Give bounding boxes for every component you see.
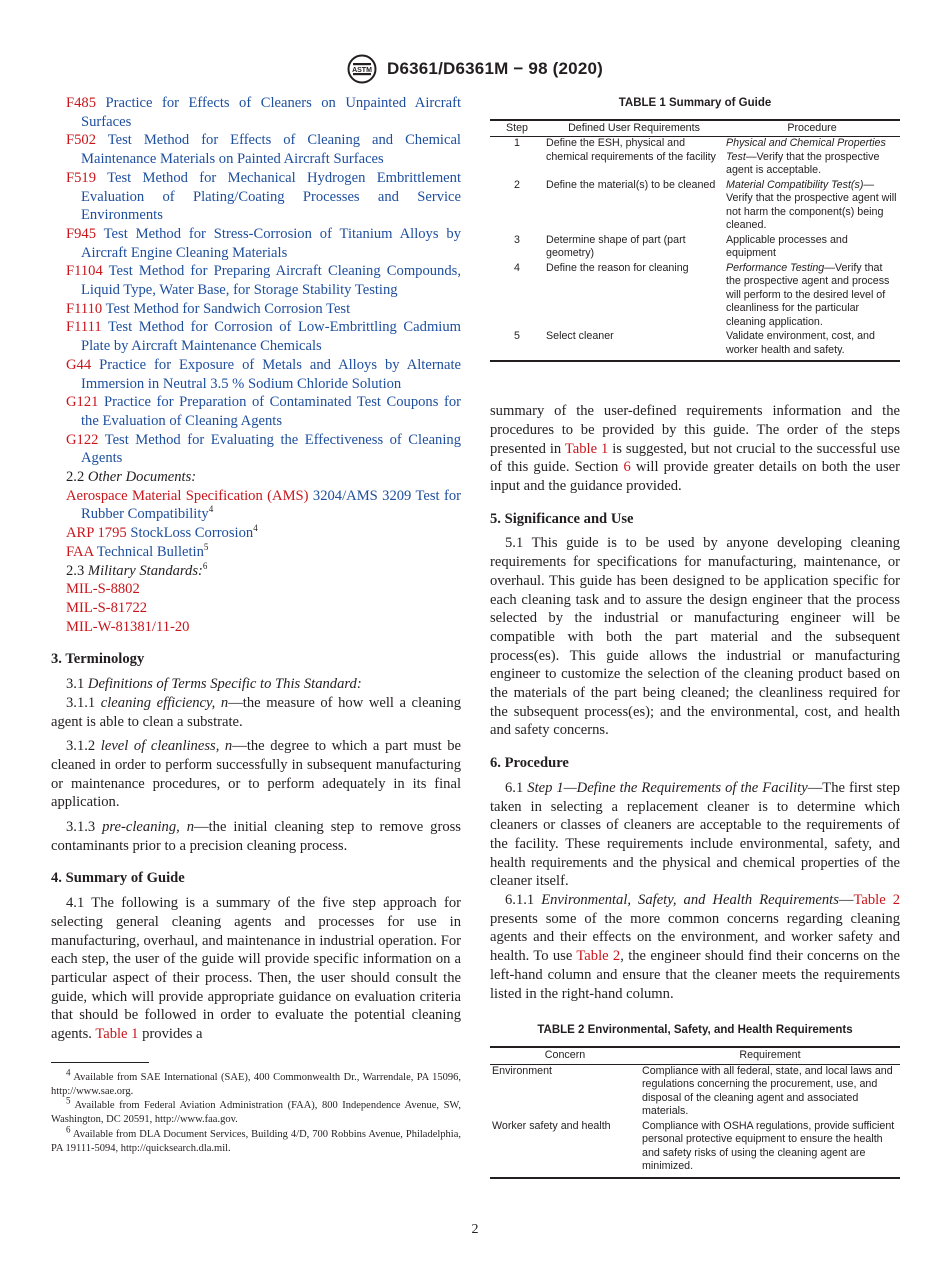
table-2-link-2[interactable]: Table 2 xyxy=(576,948,621,965)
page-header xyxy=(0,54,950,84)
reference-code[interactable]: F1111 xyxy=(66,319,102,336)
reference-title[interactable]: Practice for Preparation of Contaminated Test Coupons for the Evaluation of Cleaning Agents xyxy=(81,394,461,429)
footnote-marker: 5 xyxy=(203,542,209,553)
table-1-title: TABLE 1 Summary of Guide xyxy=(618,97,772,109)
reference-title[interactable]: Practice for Effects of Cleaners on Unpainted Aircraft Surfaces xyxy=(81,95,461,130)
reference-code[interactable]: G122 xyxy=(66,431,99,448)
procedure-text: —Verify that the prospective agent is acceptable. xyxy=(726,150,880,177)
reference-item xyxy=(66,393,461,430)
table-cell-requirement: Define the ESH, physical and chemical requirements of the facility xyxy=(546,137,716,163)
section-6-link[interactable]: 6 xyxy=(623,459,631,476)
footnote xyxy=(51,1124,461,1156)
other-document-item xyxy=(66,542,461,562)
para-4-1: 4.1 The following is a summary of the five step approach for selecting general cleaning agents and processes for use in manufacturing, overhaul, and maintenance in industrial operation. For each step, the user of the guide will provide specific information on a particular aspect of their process. Then, the user should consult the guide, which will provide appropriate guidance on evaluation criteria that should be followed in order to evaluate the potential cleaning agents. Table 1 provides a xyxy=(51,895,461,1043)
table-cell-step: 5 xyxy=(490,330,544,361)
astm-logo-icon xyxy=(347,54,377,84)
reference-item xyxy=(66,225,461,262)
footnote-rule xyxy=(51,1062,149,1063)
reference-title[interactable]: Test Method for Preparing Aircraft Cleaning Compounds, Liquid Type, Water Base, for Storage Stability Testing xyxy=(81,263,461,299)
table-1-header-step: Step xyxy=(490,120,544,137)
svg-text:ASTM: ASTM xyxy=(352,67,372,74)
reference-code[interactable]: F1110 xyxy=(66,300,103,317)
procedure-name: Performance Testing xyxy=(726,261,825,274)
table-1-header-procedure: Procedure xyxy=(724,120,900,137)
page-number: 2 xyxy=(471,1222,479,1237)
military-standard-item[interactable]: MIL-S-81722 xyxy=(66,599,148,616)
para-5-1: 5.1 This guide is to be used by anyone developing cleaning requirements for specifications for manufacturing, maintenance, or overhaul. This guide has been designed to be application specific for each cleaning task and to assure the design engineer that the process selected by the industrial or manufacturing engineer will be compatible with both the part material and the subsequent process(es). This guide allows the industrial or manufacturing engineer to customize the selection of the cleaning product based on the materials of the part being cleaned; the cleanliness required for the subsequent process(es); and the environmental, cost, and health and safety concerns. xyxy=(490,535,900,739)
table-row xyxy=(490,330,900,361)
table-cell-step: 3 xyxy=(514,233,520,246)
table-cell-concern: Environment xyxy=(492,1064,552,1077)
table-row xyxy=(490,1064,900,1120)
reference-item xyxy=(66,356,461,393)
table-row xyxy=(490,1120,900,1178)
reference-title[interactable]: Test Method for Sandwich Corrosion Test xyxy=(105,300,351,317)
footnote-number: 4 xyxy=(66,1067,71,1078)
section-4-heading: 4. Summary of Guide xyxy=(51,870,185,887)
reference-code[interactable]: F519 xyxy=(66,169,97,186)
procedure-text: —Verify that the prospective agent will not harm the component(s) being cleaned. xyxy=(726,178,897,232)
footnote xyxy=(51,1067,461,1099)
section-4-continued: summary of the user-defined requirements information and the procedures to be provided by this guide. The order of the steps presented in Table 1 is suggested, but not crucial to the successful use of this guide. Section 6 will provide greater details on both the user input and the guidance provided. xyxy=(490,403,901,495)
footnote-text: Available from Federal Aviation Administration (FAA), 800 Independence Avenue, SW, Washington, DC 20591, http://www.faa.gov. xyxy=(51,1100,462,1126)
reference-code[interactable]: F945 xyxy=(66,225,97,242)
reference-title[interactable]: Test Method for Mechanical Hydrogen Embrittlement Evaluation of Plating/Coating Processes and Service Environments xyxy=(81,169,461,224)
other-document-code[interactable]: FAA xyxy=(66,543,94,560)
reference-code[interactable]: F485 xyxy=(66,95,97,111)
table-2-title: TABLE 2 Environmental, Safety, and Health Requirements xyxy=(537,1024,853,1037)
footnote-marker: 4 xyxy=(253,523,258,534)
table-2-header-concern: Concern xyxy=(490,1047,640,1064)
right-column xyxy=(490,94,900,1179)
procedure-text: —Verify that the prospective agent and process will perform to the desired level of cleanliness for the particular cleaning application. xyxy=(726,261,890,328)
procedure-text: Validate environment, cost, and worker health and safety. xyxy=(726,330,875,356)
table-row xyxy=(490,137,900,179)
table-cell-procedure xyxy=(724,234,900,262)
table-2-header-requirement: Requirement xyxy=(640,1047,900,1064)
reference-title[interactable]: Practice for Exposure of Metals and Alloys by Alternate Immersion in Neutral 3.5 % Sodium Chloride Solution xyxy=(81,356,461,392)
other-document-item xyxy=(66,487,461,524)
para-3-1-3: 3.1.3 pre-cleaning, n—the initial cleaning step to remove gross contaminants prior to a precision cleaning process. xyxy=(51,819,461,854)
other-document-item xyxy=(66,523,461,543)
table-cell-requirement: Select cleaner xyxy=(544,330,724,361)
table-cell-step: 4 xyxy=(514,261,520,274)
procedure-name: Physical and Chemical Properties Test xyxy=(726,137,886,163)
reference-item xyxy=(66,169,461,225)
footnote xyxy=(51,1095,462,1127)
reference-code[interactable]: F1104 xyxy=(66,263,103,280)
other-document-title[interactable]: StockLoss Corrosion xyxy=(130,525,254,542)
reference-item xyxy=(66,262,461,299)
footnote-text: Available from SAE International (SAE), 400 Commonwealth Dr., Warrendale, PA 15096, http://www.sae.org. xyxy=(51,1071,461,1097)
table-cell-requirement: Determine shape of part (part geometry) xyxy=(546,233,686,260)
table-1-header-requirements: Defined User Requirements xyxy=(544,120,724,137)
table-cell-step: 2 xyxy=(514,178,520,191)
reference-title[interactable]: Test Method for Evaluating the Effectiveness of Cleaning Agents xyxy=(81,431,461,467)
table-1-link-2[interactable]: Table 1 xyxy=(564,440,609,457)
other-document-code[interactable]: Aerospace Material Specification (AMS) xyxy=(66,487,309,504)
table-cell-step: 1 xyxy=(514,137,520,150)
left-column xyxy=(51,94,461,1156)
reference-code[interactable]: G44 xyxy=(66,356,92,373)
table-1-link[interactable]: Table 1 xyxy=(95,1026,139,1043)
reference-list xyxy=(51,94,461,468)
reference-item xyxy=(66,318,461,355)
table-cell-procedure xyxy=(724,179,900,234)
section-6-heading: 6. Procedure xyxy=(490,755,569,772)
reference-item xyxy=(66,94,461,131)
reference-item xyxy=(66,300,461,319)
table-1 xyxy=(490,119,900,363)
reference-title[interactable]: Test Method for Stress-Corrosion of Titanium Alloys by Aircraft Engine Cleaning Materials xyxy=(81,225,461,261)
other-document-title[interactable]: 3204/AMS 3209 Test for Rubber Compatibility xyxy=(81,487,461,523)
table-cell-procedure xyxy=(724,262,900,331)
reference-item xyxy=(66,431,461,468)
section-5-heading: 5. Significance and Use xyxy=(490,510,634,527)
table-cell-concern: Worker safety and health xyxy=(490,1120,640,1178)
table-cell-procedure xyxy=(724,330,900,361)
table-cell-procedure xyxy=(724,137,900,179)
military-standard-item[interactable]: MIL-S-8802 xyxy=(66,581,140,598)
procedure-name: Material Compatibility Test(s) xyxy=(726,178,864,191)
para-6-1: 6.1 Step 1—Define the Requirements of the Facility—The first step taken in selecting a replacement cleaner is to determine which cleaners or classes of cleaners are acceptable to the requirements of the facility. These requirements include environmental, safety, and health requirements and the physical and chemical properties of the cleaner itself. xyxy=(490,779,900,890)
table-row xyxy=(490,234,900,262)
footnote-number: 5 xyxy=(66,1095,71,1106)
procedure-text: Applicable processes and equipment xyxy=(726,233,848,260)
military-standards-list xyxy=(51,580,461,636)
table-2-link[interactable]: Table 2 xyxy=(853,892,900,909)
table-cell-requirement: Compliance with OSHA regulations, provide sufficient personal protective equipment to ensure the health and safety risks of using the cleaning agent are minimized. xyxy=(640,1120,900,1178)
footnote-text: Available from DLA Document Services, Building 4/D, 700 Robbins Avenue, Philadelphia, PA 19111-5094, http://quicksearch.dla.mil. xyxy=(51,1128,461,1154)
para-3-1-2: 3.1.2 level of cleanliness, n—the degree to which a part must be cleaned in order to perform successfully in subsequent manufacturing or maintenance procedures, or to perform adequately in its final application. xyxy=(51,738,461,811)
table-cell-requirement: Define the reason for cleaning xyxy=(546,261,689,274)
reference-code[interactable]: F502 xyxy=(66,132,97,149)
table-row xyxy=(490,179,900,234)
footnote-marker: 4 xyxy=(208,504,214,515)
other-document-code[interactable]: ARP 1795 xyxy=(66,525,127,542)
table-cell-requirement: Define the material(s) to be cleaned xyxy=(546,178,716,191)
reference-title[interactable]: Test Method for Effects of Cleaning and Chemical Maintenance Materials on Painted Aircraft Surfaces xyxy=(81,132,461,168)
military-standard-item[interactable]: MIL-W-81381/11-20 xyxy=(66,618,190,635)
section-3-heading: 3. Terminology xyxy=(51,651,145,668)
other-documents-list xyxy=(51,487,461,562)
para-6-1-1: 6.1.1 Environmental, Safety, and Health Requirements—Table 2 presents some of the more common concerns regarding cleaning agents and their effects on the environment, and worker safety and health. To use Table 2, the engineer should find their concerns on the left-hand column and ensure that the cleaner meets the requirements listed in the right-hand column. xyxy=(490,892,900,1002)
military-standards-heading: 2.3 Military Standards:$^6$ xyxy=(66,560,208,579)
reference-code[interactable]: G121 xyxy=(66,394,99,411)
standard-designation: D6361/D6361M − 98 (2020) xyxy=(386,59,604,78)
footnotes xyxy=(51,1067,462,1156)
reference-item xyxy=(66,131,461,168)
table-row xyxy=(490,262,900,331)
other-document-title[interactable]: Technical Bulletin xyxy=(96,543,204,560)
para-3-1-1: 3.1.1 cleaning efficiency, n—the measure of how well a cleaning agent is able to clean a substrate. xyxy=(51,694,461,730)
table-2 xyxy=(490,1046,900,1179)
para-3-1: 3.1 Definitions of Terms Specific to This Standard: xyxy=(66,676,362,693)
other-documents-heading: 2.2 Other Documents: xyxy=(66,469,197,486)
footnote-number: 6 xyxy=(66,1124,71,1135)
reference-title[interactable]: Test Method for Corrosion of Low-Embrittling Cadmium Plate by Aircraft Maintenance Chemicals xyxy=(81,319,461,355)
table-cell-requirement: Compliance with all federal, state, and local laws and regulations concerning the procurement, use, and disposal of the cleaning agent and associated materials. xyxy=(642,1064,893,1117)
